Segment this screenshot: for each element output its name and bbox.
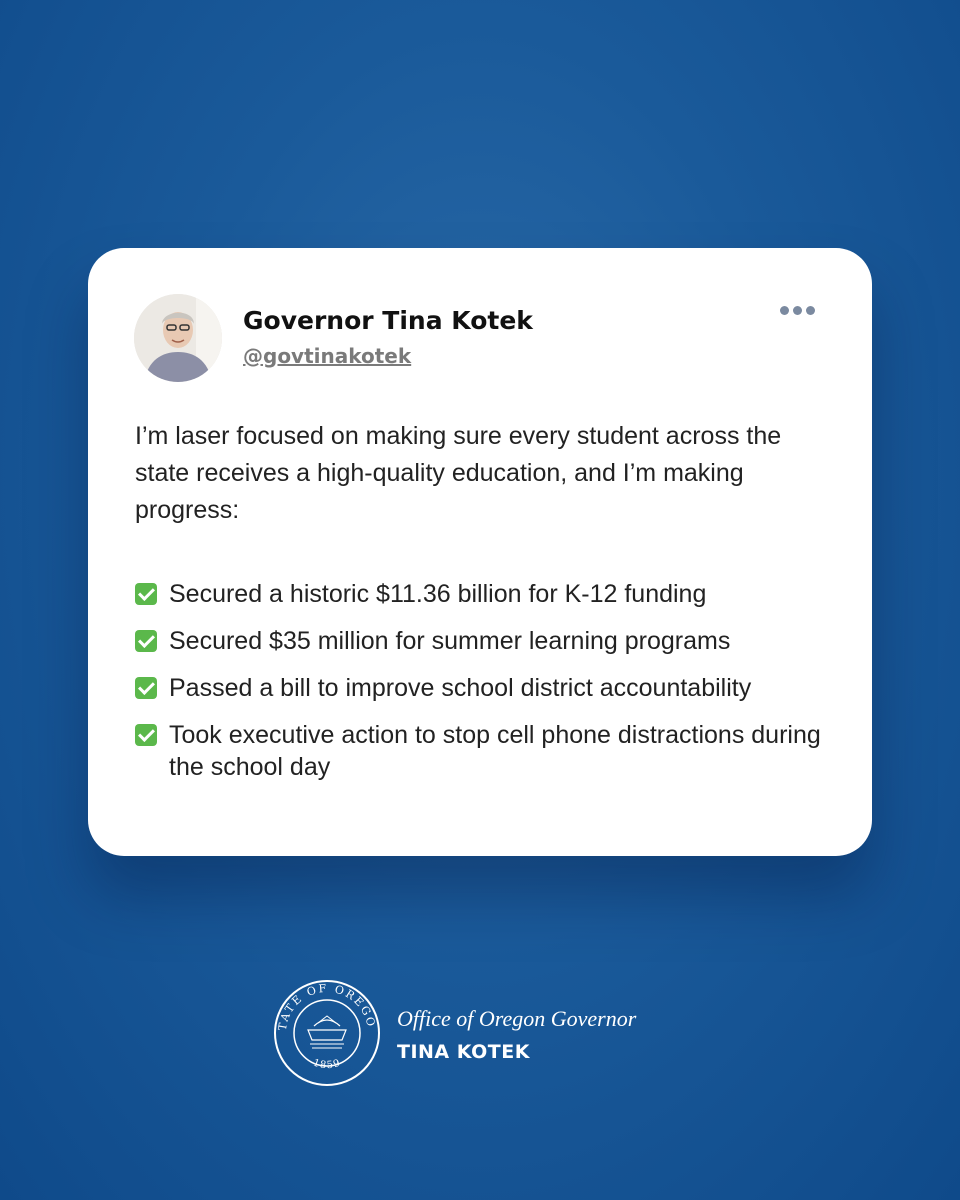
post-body: I’m laser focused on making sure every student across the state receives a high-quality education, and I’m making progress:	[135, 422, 782, 524]
green-checkmark-icon	[135, 630, 157, 652]
list-item	[135, 719, 835, 783]
svg-text:STATE OF OREGON	[272, 978, 378, 1031]
avatar-photo	[134, 294, 222, 382]
green-checkmark-icon	[135, 724, 157, 746]
author-handle[interactable]: @govtinakotek	[243, 344, 412, 368]
office-title: Office of Oregon Governor	[397, 1006, 637, 1031]
governor-name: TINA KOTEK	[397, 1041, 530, 1063]
achievements-list	[135, 578, 835, 798]
list-item	[135, 625, 835, 657]
seal-year: 1859	[311, 1057, 343, 1072]
list-item	[135, 672, 835, 704]
svg-text:1859	[312, 1058, 343, 1072]
author-name[interactable]: Governor Tina Kotek	[243, 306, 533, 335]
more-options-icon[interactable]	[780, 300, 820, 320]
seal-top-text: TATE OF OREGO	[275, 981, 378, 1032]
post-card	[88, 248, 872, 856]
green-checkmark-icon	[135, 677, 157, 699]
green-checkmark-icon	[135, 583, 157, 605]
avatar[interactable]	[134, 294, 222, 382]
list-item	[135, 578, 835, 610]
list-item-text: Passed a bill to improve school district accountability	[169, 674, 752, 702]
list-item-text: Took executive action to stop cell phone distractions during the school day	[169, 721, 821, 781]
oregon-state-seal	[272, 978, 382, 1088]
list-item-text: Secured a historic $11.36 billion for K-12 funding	[169, 580, 707, 608]
list-item-text: Secured $35 million for summer learning programs	[169, 627, 731, 655]
